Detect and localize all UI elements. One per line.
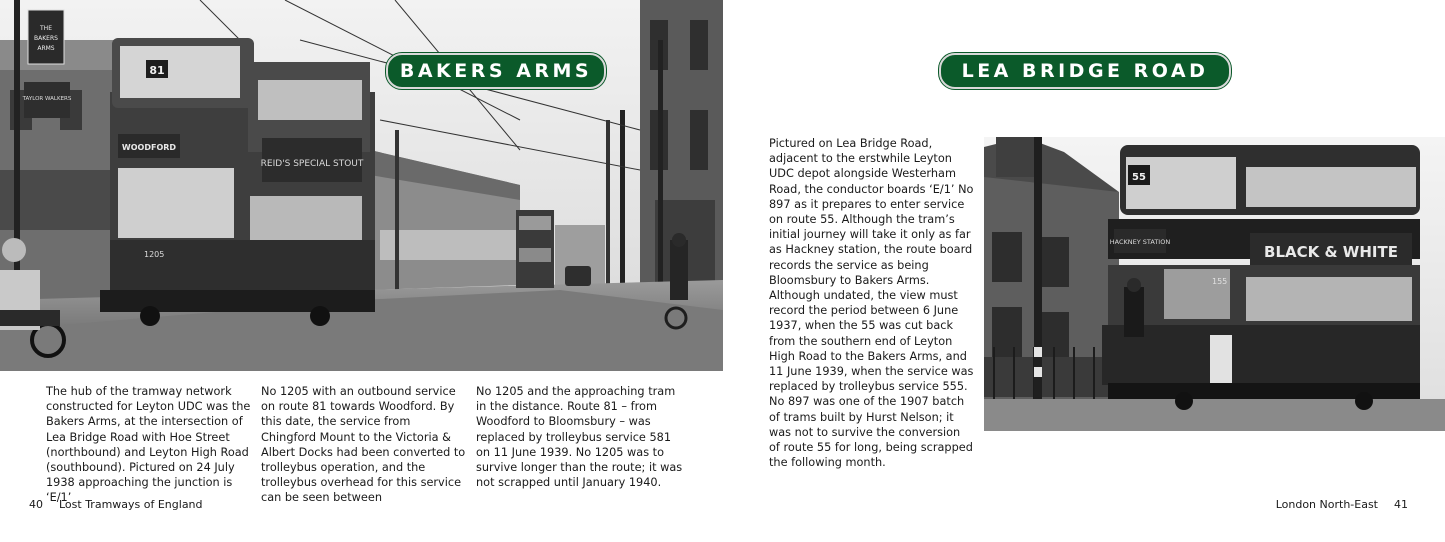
tram-fleet-number-right: 155: [1212, 277, 1228, 286]
left-running-head: Lost Tramways of England: [59, 498, 203, 511]
shop-sign-text: TAYLOR WALKERS: [22, 96, 72, 102]
svg-text:BAKERS: BAKERS: [34, 35, 58, 42]
tram-route-number: 81: [149, 64, 165, 77]
lea-bridge-road-title-plaque: [939, 53, 1231, 89]
right-caption: Pictured on Lea Bridge Road, adjacent to the erstwhile Leyton UDC depot alongside Westerham Road, the conductor boards ‘E/1’ No 897 as it prepares to enter service on route 55. Although the tram’s initial journey will take it only as far as Hackney station, the route board records the service as being Bloomsbury to Bakers Arms. Although undated, the view must record the period between 6 June 1937, when the 55 was cut back from the southern end of Leyton High Road to the Bakers Arms, and 11 June 1939, when the service was replaced by trolleybus service 555. No 897 was one of the 1907 batch of trams built by Hurst Nelson; it was not to survive the conversion of route 55 for long, being scrapped the following month.: [769, 137, 974, 470]
svg-text:ARMS: ARMS: [37, 45, 55, 52]
left-caption-column-1: The hub of the tramway network constructed for Leyton UDC was the Bakers Arms, at the intersection of Lea Bridge Road with Hoe Street (northbound) and Leyton High Road (southbound). Pictured on 24 July 1938 approaching the junction is ‘E/1’: [46, 385, 251, 505]
right-running-head: London North-East: [1275, 498, 1378, 511]
left-caption-column-2: No 1205 with an outbound service on route 81 towards Woodford. By this date, the service from Chingford Mount to the Victoria & Albert Docks had been converted to trolleybus operation, and the trolleybus overhead for this service can be seen between: [261, 385, 466, 505]
tram-destination: WOODFORD: [121, 143, 177, 152]
right-folio: [1276, 498, 1408, 511]
left-page-number: 40: [29, 498, 43, 511]
tram-897: [1102, 145, 1420, 410]
tram-1205: [100, 38, 375, 326]
left-page-title: BAKERS ARMS: [399, 60, 593, 82]
right-page-number: 41: [1394, 498, 1408, 511]
tram-advert-right: BLACK & WHITE: [1264, 243, 1398, 261]
tram-fleet-number: 1205: [144, 250, 165, 259]
left-folio: [29, 498, 203, 511]
tram-route-number-right: 55: [1132, 172, 1146, 183]
bakers-arms-photo: [0, 0, 723, 371]
pub-sign-text: THE: [40, 25, 52, 32]
lea-bridge-road-photo: [984, 137, 1445, 431]
bakers-arms-title-plaque: [386, 53, 606, 89]
left-caption-column-3: No 1205 and the approaching tram in the distance. Route 81 – from Woodford to Bloomsbury – was replaced by trolleybus service 581 on 11 June 1939. No 1205 was to survive longer than the route; it was not scrapped until January 1940.: [476, 385, 683, 490]
tram-destination-right: HACKNEY STATION: [1109, 238, 1171, 246]
right-page-title: LEA BRIDGE ROAD: [961, 60, 1209, 82]
tram-advert: REID'S SPECIAL STOUT: [260, 159, 364, 169]
